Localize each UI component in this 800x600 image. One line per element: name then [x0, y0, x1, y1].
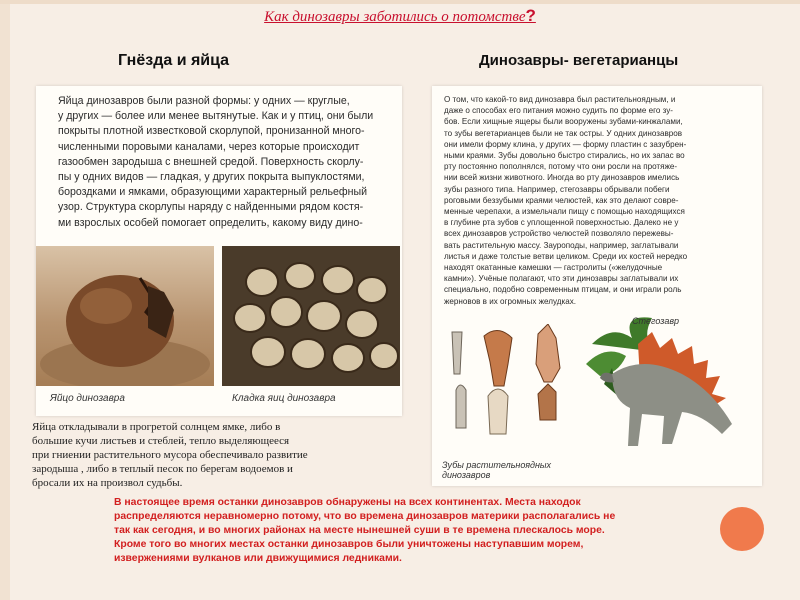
left-book-line: Яйца динозавров были разной формы: у одних — круглые, — [58, 95, 350, 107]
egg-clutch-photo — [222, 246, 400, 386]
continents-note-line: В настоящее время останки динозавров обнаружены на всех континентах. Места находок — [114, 497, 581, 508]
right-book-line: ными краями. Зубы довольно быстро стирались, но их запас во — [444, 151, 685, 161]
nesting-line: большие кучи листьев и стеблей, тепло выделяющееся — [32, 435, 290, 447]
continents-note-line: распределяются неравномерно потому, что во времена динозавров материки располагались не — [114, 511, 616, 522]
right-book-text — [444, 94, 758, 307]
left-book-line: газообмен зародыша с внешней средой. Поверхность скорлу- — [58, 155, 364, 168]
right-book-line: нии всей жизни животного. Иногда во рту динозавров имелись — [444, 173, 680, 183]
slide-title-text: Как динозавры заботились о потомстве — [264, 9, 526, 25]
slide-frame-top — [0, 0, 800, 4]
right-book-line: в глубине рта зубов с уплощенной поверхностью. Далеко не у — [444, 218, 679, 228]
right-book-line: бов. Если хищные ящеры были вооружены зубами-кинжалами, — [444, 117, 683, 127]
right-book-line: камни»). Учёные полагают, что эти динозавры заглатывали их — [444, 274, 679, 284]
left-book-line: узор. Структура скорлупы наряду с найденными рядом костя- — [58, 201, 364, 214]
herbivore-teeth-illustration — [438, 324, 588, 452]
caption-herbivore-teeth — [442, 460, 551, 480]
nesting-line: зародыша , либо в теплый песок по берегам водоемов и — [32, 463, 293, 475]
left-book-line: бороздками и ямками, образующими характерный рельефный — [58, 186, 368, 199]
caption-dinosaur-egg: Яйцо динозавра — [50, 393, 125, 404]
caption-egg-clutch: Кладка яиц динозавра — [232, 393, 336, 404]
slide-title — [150, 6, 650, 26]
left-book-line: покрыты плотной известковой скорлупой, пронизанной много- — [58, 125, 365, 138]
right-book-line: рту постоянно пополнялся, потому что они росли на протяже- — [444, 162, 678, 172]
left-book-text — [58, 94, 398, 231]
dinosaur-egg-illustration — [36, 246, 214, 386]
continents-note — [114, 496, 764, 566]
heading-herbivores: Динозавры- вегетарианцы — [479, 52, 679, 69]
continents-note-line: Кроме того во многих местах останки динозавров были уничтожены наступавшим морем, — [114, 539, 584, 550]
left-book-line: пы у одних видов — гладкая, у других покрыта выпуклостями, — [58, 171, 365, 184]
stegosaurus-illustration — [582, 304, 762, 454]
right-book-line: зубы разного типа. Например, стегозавры обрывали побеги — [444, 184, 670, 194]
right-book-line: они имели форму клина, у других — форму пластин с зазубрен- — [444, 139, 687, 149]
left-book-page — [36, 86, 402, 416]
teeth-drawing — [438, 324, 588, 452]
left-book-line: у других — более или менее вытянутые. Как и у птиц, они были — [58, 110, 374, 123]
right-book-line: жерновов в их огромных желудках. — [444, 296, 577, 306]
heading-nests-eggs: Гнёзда и яйца — [118, 52, 230, 69]
egg-clutch-illustration — [222, 246, 400, 386]
right-book-line: специально, подобно современным птицам, и они играли роль — [444, 285, 682, 295]
right-book-line: всех динозавров устройство челюстей позволяло пережевы- — [444, 229, 674, 239]
right-book-line: то зубы вегетарианцев были не так остры. У одних динозавров — [444, 128, 683, 138]
nesting-line: Яйца откладывали в прогретой солнцем ямке, либо в — [32, 421, 281, 433]
right-book-line: О том, что какой-то вид динозавра был растительноядным, и — [444, 95, 676, 104]
nesting-line: бросали их на произвол судьбы. — [32, 477, 183, 489]
right-book-line: менные черепахи, а измельчали пищу с помощью находящихся — [444, 207, 685, 217]
right-book-line: находят окатанные камешки — гастролиты («желудочные — [444, 263, 663, 273]
right-book-line: даже о способах его питания можно судить по форме его зу- — [444, 106, 673, 116]
right-book-line: листья и даже толстые ветви целиком. Среди их костей нередко — [444, 251, 688, 261]
right-book-page — [432, 86, 762, 486]
right-book-line: роговыми беззубыми краями челюстей, как это делают совре- — [444, 195, 679, 205]
right-book-line: вать растительную массу. Зауроподы, например, заглатывали — [444, 240, 679, 250]
caption-stegosaurus: Стегозавр — [632, 316, 680, 326]
stegosaurus-drawing — [582, 304, 762, 454]
slide-title-mark: ? — [525, 6, 536, 25]
caption-teeth-line: динозавров — [442, 470, 491, 480]
continents-note-line: так как сегодня, и во многих районах на месте нынешней суши в те времена плескалось море. — [114, 525, 605, 536]
continents-note-line: извержениями вулканов или движущимися ледниками. — [114, 553, 402, 564]
nesting-line: при гниении растительного мусора обеспечивало развитие — [32, 449, 308, 461]
slide-frame-left — [0, 0, 10, 600]
caption-teeth-line: Зубы растительноядных — [442, 460, 552, 470]
left-book-line: численными поровыми каналами, через которые происходит — [58, 140, 360, 153]
dinosaur-egg-photo — [36, 246, 214, 386]
left-book-line: ми взрослых особей помогает определить, какому виду дино- — [58, 216, 363, 229]
nesting-description — [32, 420, 392, 490]
